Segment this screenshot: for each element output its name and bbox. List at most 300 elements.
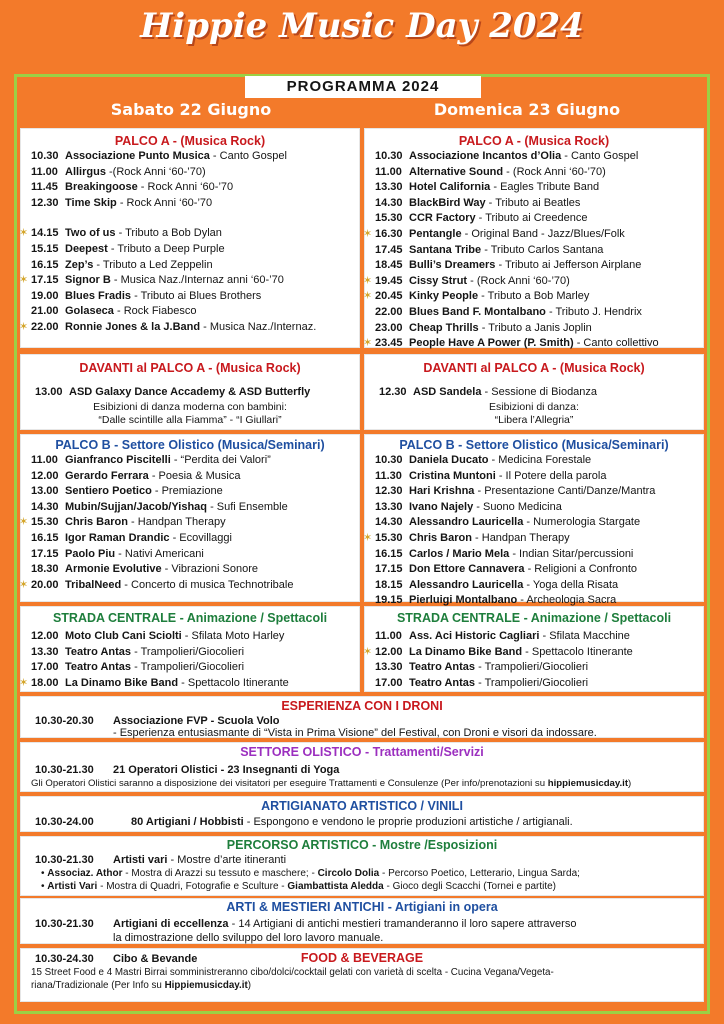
schedule-row [21,211,359,226]
event-time: 22.00 [375,305,403,318]
schedule-row [21,500,359,516]
event-desc: - Trampolieri/Giocolieri [131,645,245,658]
event-name: Chris Baron [65,516,128,529]
strada-saturday [20,606,360,692]
event-name: Chris Baron [409,531,472,544]
event-name: 80 Artigiani / Hobbisti [131,816,244,828]
strada-tag: - Animazione / Spettacoli [520,611,672,625]
davanti-sunday [364,354,704,430]
event-time: 10.30-21.30 [35,764,94,776]
event-time: 18.30 [31,563,59,576]
event-desc: - (Rock Anni ‘60-’70) [467,274,570,287]
event-name: La Dinamo Bike Band [65,676,179,689]
event-desc: - Tributo a Deep Purple [107,242,225,255]
event-time: 12.30 [31,196,59,209]
artigianato-title: ARTIGIANATO ARTISTICO / VINILI [261,799,463,813]
schedule-row [21,531,359,547]
schedule-row [365,484,703,500]
event-desc: -(Rock Anni ‘60-’70) [105,165,206,178]
event-time: 13.30 [375,181,403,194]
event-name: Alternative Sound [409,165,504,178]
palco-a-title: PALCO A [114,134,170,148]
event-name: Pentangle [409,227,462,240]
program-heading: PROGRAMMA 2024 [245,76,481,98]
event-name: Gianfranco Piscitelli [65,454,171,466]
artigianato-section [20,796,704,832]
event-name: Cissy Strut [409,274,468,287]
schedule-row [365,469,703,485]
website-link[interactable]: Hippiemusicday.it [164,980,248,991]
event-desc: - Tributo a Bob Dylan [115,227,222,240]
schedule-row [365,321,703,337]
palco-b-sunday [363,434,704,607]
star-icon: ✶ [19,578,29,591]
olistico-tag: - Trattamenti/Servizi [361,745,484,759]
event-desc: “Libera l’Allegria” [494,413,574,426]
event-name: Hotel California [409,181,491,194]
event-name: Armonie Evolutive [65,563,162,576]
mestieri-title: ARTI & MESTIERI ANTICHI [226,900,385,914]
schedule-row [21,226,359,242]
event-name: Breakingoose [65,181,138,194]
event-desc: - Original Band - Jazz/Blues/Folk [461,227,625,240]
davanti-saturday [20,354,360,430]
event-name: Bulli’s Dreamers [409,259,496,272]
event-time: 19.15 [375,594,403,607]
schedule-row [365,305,703,321]
event-time: 12.00 [375,645,403,658]
event-name: Cristina Muntoni [409,469,496,482]
exhibitor-desc: - Gioco degli Scacchi (Tornei e partite) [383,881,557,892]
event-name: Alessandro Lauricella [409,578,524,591]
event-desc: - Sufi Ensemble [207,500,288,513]
event-name: Hari Krishna [409,485,475,498]
event-time: 10.30-21.30 [35,854,94,866]
schedule-row [365,515,703,531]
event-name: Artigiani di eccellenza [113,918,229,930]
event-desc: - Religioni a Confronto [524,563,638,576]
event-time: 10.30 [375,454,403,466]
schedule-row [21,562,359,578]
event-desc: - Mostre d’arte itineranti [167,854,287,866]
star-icon: ✶ [19,320,29,333]
event-name: Teatro Antas [65,661,132,674]
event-desc: - Tributo J. Hendrix [545,305,642,318]
event-desc: 15 Street Food e 4 Mastri Birrai somministreranno cibo/dolci/cocktail gelati con varietà di scelta - Cucina Vegana/Vegeta- [31,967,554,978]
exhibitor-desc: - Percorso Poetico, Letterario, Lingua Sarda; [379,868,580,879]
event-desc: - Canto Gospel [209,150,287,162]
event-time: 10.30-20.30 [35,715,94,727]
schedule-row [21,578,359,594]
event-name: Igor Raman Drandic [65,531,170,544]
event-time: 17.00 [31,661,59,674]
schedule-row [21,149,359,165]
schedule-row [21,453,359,469]
event-name: Blues Band F. Montalbano [409,305,546,318]
event-time: 13.00 [31,485,59,498]
palco-b-tag: - Settore Olistico (Musica/Seminari) [454,438,669,452]
schedule-list [21,453,359,593]
food-section [20,948,704,1002]
event-time: 17.45 [375,243,403,256]
event-desc: - Numerologia Stargate [523,516,641,529]
event-name: People Have A Power (P. Smith) [409,337,574,350]
event-desc: - Medicina Forestale [488,454,592,466]
schedule-row [365,180,703,196]
event-time: 12.00 [31,469,59,482]
event-name: ASD Sandela [413,386,482,398]
event-name: Daniela Ducato [409,454,489,466]
event-desc: la dimostrazione dello sviluppo del loro lavoro manuale. [113,932,384,944]
event-time: 15.30 [375,531,403,544]
event-desc: - Handpan Therapy [471,531,570,544]
schedule-row [365,676,703,692]
event-time: 11.00 [375,630,402,642]
event-time: 12.30 [375,485,403,498]
sunday-heading: Domenica 23 Giugno [433,100,621,119]
event-name: Cheap Thrills [409,321,479,334]
event-name: CCR Factory [409,212,476,225]
event-desc: - Ecovillaggi [169,531,232,544]
event-time: 19.00 [31,289,59,302]
palco-a-saturday [20,128,360,348]
schedule-row [21,515,359,531]
event-time: 13.30 [31,645,59,658]
event-desc: - Nativi Americani [115,547,204,560]
schedule-row [21,484,359,500]
event-desc: - “Perdita dei Valori” [170,454,271,466]
event-name: Ass. Aci Historic Cagliari [409,630,540,642]
schedule-row [21,547,359,563]
schedule-row [21,196,359,212]
schedule-list [365,629,703,691]
event-name: Blues Fradis [65,289,132,302]
strada-title: STRADA CENTRALE [52,611,177,625]
strada-tag: - Animazione / Spettacoli [176,611,328,625]
event-time: 20.00 [31,578,59,591]
schedule-row [21,165,359,181]
palco-a-sunday [364,128,704,348]
event-desc: - Premiazione [151,485,223,498]
schedule-row [365,645,703,661]
event-name: Kinky People [409,290,479,303]
paren: ) [247,980,251,991]
palco-a-title: PALCO A [458,134,514,148]
schedule-row [21,180,359,196]
star-icon: ✶ [363,274,373,287]
event-name: Carlos / Mario Mela [409,547,510,560]
event-time: 15.15 [31,242,59,255]
event-time: 10.30-21.30 [35,918,94,930]
event-time: 13.30 [375,500,403,513]
event-desc: - Indian Sitar/percussioni [509,547,634,560]
event-desc: - Tributo ai Creedence [475,212,588,225]
mestieri-tag: - Artigiani in opera [384,900,498,914]
schedule-row [365,547,703,563]
strada-sunday [364,606,704,692]
event-desc: - (Rock Anni ‘60-’70) [503,165,606,178]
schedule-row [21,629,359,645]
event-desc: - Eagles Tribute Band [490,181,600,194]
star-icon: ✶ [19,516,29,529]
schedule-row [21,242,359,258]
event-name: BlackBird Way [409,196,486,209]
event-desc: - Spettacolo Itinerante [522,645,633,658]
schedule-row [21,645,359,661]
event-desc: - Concerto di musica Technotribale [121,578,294,591]
schedule-row [365,500,703,516]
page-title: Hippie Music Day 2024 [140,6,584,46]
event-time: 13.30 [375,661,403,674]
schedule-row [21,273,359,289]
star-icon: ✶ [19,676,29,689]
davanti-title: DAVANTI al PALCO A [79,361,205,375]
schedule-row [365,211,703,227]
palco-b-title: PALCO B [55,438,111,452]
event-time: 20.45 [375,290,403,303]
event-desc: - Suono Medicina [473,500,562,513]
event-desc: - Esperienza entusiasmante di “Vista in Prima Visione” del Festival, con Droni e visori da indossare. [113,727,597,739]
palco-b-saturday [20,434,360,602]
event-desc: “Dalle scintille alla Fiamma” - “I Giullari” [98,413,282,426]
event-time: 17.15 [31,547,59,560]
saturday-heading: Sabato 22 Giugno [110,100,272,119]
event-time: 11.00 [31,165,58,178]
event-time: 16.15 [31,531,59,544]
strada-title: STRADA CENTRALE [396,611,521,625]
event-name: Alessandro Lauricella [409,516,524,529]
event-desc: - Tributo Carlos Santana [481,243,604,256]
star-icon: ✶ [19,274,29,287]
palco-a-tag: - (Musica Rock) [513,134,610,148]
event-time: 10.30 [31,150,59,162]
star-icon: ✶ [363,645,373,658]
event-time: 12.00 [31,630,59,642]
mestieri-section [20,898,704,944]
event-desc: riana/Tradizionale (Per Info su [31,980,165,991]
event-desc: - Poesia & Musica [148,469,241,482]
event-name: TribalNeed [65,578,122,591]
davanti-title: DAVANTI al PALCO A [423,361,549,375]
event-name: Ivano Najely [409,500,474,513]
schedule-row [365,149,703,165]
event-time: 11.30 [375,469,402,482]
event-name: Two of us [65,227,116,240]
event-desc: - Tributo a Led Zeppelin [93,258,213,271]
event-desc: - Musica Naz./Internaz anni ‘60-’70 [110,274,284,287]
schedule-row [365,562,703,578]
event-desc: - Sfilata Moto Harley [181,630,285,642]
event-time: 16.15 [31,258,59,271]
star-icon: ✶ [19,227,29,240]
event-time: 10.30-24.00 [35,816,94,828]
event-desc: - Tributo ai Blues Brothers [131,289,262,302]
website-link[interactable]: hippiemusicday.it [547,778,629,789]
event-desc: - Rock Fiabesco [113,305,197,318]
event-time: 14.15 [31,227,59,240]
schedule-row [365,660,703,676]
schedule-row [365,258,703,274]
event-desc: - Tributo ai Jefferson Airplane [495,259,642,272]
event-time: 18.00 [31,676,59,689]
event-desc: - Archeologia Sacra [517,594,617,607]
event-desc: - Sfilata Macchine [539,630,630,642]
event-name: Associazione FVP - Scuola Volo [113,715,280,727]
event-name: Deepest [65,242,108,255]
event-desc: - 14 Artigiani di antichi mestieri tramanderanno il loro sapere attraverso [228,918,577,930]
schedule-list [21,149,359,336]
event-time: 18.45 [375,259,403,272]
event-name: Zep’s [65,258,94,271]
event-desc: Esibizioni di danza moderna con bambini: [93,400,287,413]
exhibitor-name: Artisti Vari [47,881,98,892]
star-icon: ✶ [363,337,373,350]
event-name: Signor B [65,274,111,287]
schedule-row [365,531,703,547]
event-desc: - Il Potere della parola [495,469,607,482]
event-desc: - Presentazione Canti/Danze/Mantra [474,485,656,498]
event-name: Artisti vari [113,854,168,866]
schedule-row [365,227,703,243]
schedule-row [365,453,703,469]
event-name: Golaseca [65,305,114,318]
event-time: 14.30 [31,500,59,513]
event-time: 10.30 [375,150,403,162]
event-desc: - Tributo a Bob Marley [478,290,590,303]
event-desc: - Trampolieri/Giocolieri [475,676,589,689]
event-name: Time Skip [65,196,117,209]
paren: ) [628,778,632,789]
event-desc: - Spettacolo Itinerante [178,676,289,689]
exhibitor-desc: - Mostra di Arazzi su tessuto e maschere; - [122,868,318,879]
schedule-row [21,304,359,320]
event-name: Moto Club Cani Sciolti [65,630,182,642]
event-desc: - Tributo ai Beatles [485,196,581,209]
schedule-list [21,629,359,691]
event-name: 21 Operatori Olistici - 23 Insegnanti di Yoga [113,764,340,776]
event-time: 10.30-24.30 [35,953,94,965]
droni-section [20,696,704,738]
star-icon: ✶ [363,531,373,544]
event-name: Teatro Antas [409,661,476,674]
event-desc: - Tributo a Janis Joplin [478,321,592,334]
percorso-section: PERCORSO ARTISTICO - Mostre /Esposizioni 10.30-21.30 Artisti vari - Mostre d’arte itineranti • Associaz. Athor - Mostra di Arazzi su tessuto e maschere; - Circolo Dolia - Percorso Poetico, Letterario, Lingua Sarda; • Artisti Vari - Mostra di Quadri, Fotografie e Sculture - Giambattista Aledda - Gioco degli Scacchi (Tornei e partite) [20,836,704,896]
schedule-list [365,453,703,609]
event-time: 15.30 [31,516,59,529]
schedule-row [365,243,703,259]
event-time: 17.00 [375,676,403,689]
event-time: 11.00 [375,165,402,178]
event-time: 11.45 [31,181,58,194]
event-name: Pierluigi Montalbano [409,594,518,607]
event-name: Cibo & Bevande [113,953,198,965]
event-name: Santana Tribe [409,243,482,256]
food-title: FOOD & BEVERAGE [300,951,424,965]
event-desc: - Yoga della Risata [523,578,619,591]
event-desc: - Musica Naz./Internaz. [200,320,317,333]
event-name: Allirgus [65,165,106,178]
exhibitor-name: Giambattista Aledda [287,881,384,892]
event-time: 17.15 [31,274,59,287]
schedule-row [21,320,359,336]
event-desc: - Espongono e vendono le proprie produzioni artistiche / artigianali. [243,816,573,828]
event-name: La Dinamo Bike Band [409,645,523,658]
schedule-list [365,149,703,352]
schedule-row [21,676,359,692]
palco-a-tag: - (Musica Rock) [169,134,266,148]
olistico-section [20,742,704,792]
davanti-tag: - (Musica Rock) [204,361,301,375]
event-time: 12.30 [379,386,407,398]
schedule-row [365,274,703,290]
star-icon: ✶ [363,290,373,303]
schedule-row [365,165,703,181]
event-time: 14.30 [375,516,403,529]
event-name: Ronnie Jones & la J.Band [65,320,201,333]
event-time: 16.15 [375,547,403,560]
event-desc: - Trampolieri/Giocolieri [475,661,589,674]
event-time: 17.15 [375,563,403,576]
palco-b-title: PALCO B [399,438,455,452]
event-time: 11.00 [31,454,58,466]
event-time: 18.15 [375,578,403,591]
event-name: Associazione Punto Musica [65,150,210,162]
event-desc: - Rock Anni ‘60-’70 [137,181,234,194]
event-desc: - Vibrazioni Sonore [161,563,258,576]
davanti-tag: - (Musica Rock) [548,361,645,375]
exhibitor-name: Associaz. Athor [47,868,123,879]
percorso-tag: - Mostre /Esposizioni [368,838,498,852]
palco-b-tag: - Settore Olistico (Musica/Seminari) [110,438,325,452]
event-time: 19.45 [375,274,403,287]
event-name: Paolo Piu [65,547,116,560]
star-icon: ✶ [363,227,373,240]
schedule-row [365,578,703,594]
event-name: Sentiero Poetico [65,485,152,498]
event-time: 22.00 [31,320,59,333]
event-desc: - Handpan Therapy [127,516,226,529]
event-desc: - Rock Anni ‘60-’70 [116,196,213,209]
exhibitor-name: Circolo Dolia [317,868,380,879]
event-time: 23.00 [375,321,403,334]
event-time: 13.00 [35,386,63,398]
schedule-row [365,289,703,305]
event-name: Mubin/Sujjan/Jacob/Yishaq [65,500,208,513]
schedule-row [365,629,703,645]
olistico-title: SETTORE OLISTICO [240,745,362,759]
percorso-title: PERCORSO ARTISTICO [226,838,369,852]
event-desc: - Trampolieri/Giocolieri [131,661,245,674]
event-name: ASD Galaxy Dance Accademy & ASD Butterfly [69,386,311,398]
event-time: 15.30 [375,212,403,225]
event-desc: - Sessione di Biodanza [481,386,598,398]
event-desc: - Canto collettivo [573,337,659,350]
event-name: Teatro Antas [65,645,132,658]
event-desc: Gli Operatori Olistici saranno a disposizione dei visitatori per eseguire Trattamenti e Consulenze (Per info/prenotazioni su [31,778,548,789]
schedule-row [21,660,359,676]
event-name: Gerardo Ferrara [65,469,149,482]
event-desc: Esibizioni di danza: [489,400,579,413]
event-time: 21.00 [31,305,59,318]
event-time: 14.30 [375,196,403,209]
event-desc: - Canto Gospel [561,150,639,162]
schedule-row [21,289,359,305]
droni-title: ESPERIENZA CON I DRONI [281,699,443,713]
schedule-row [21,258,359,274]
event-time: 23.45 [375,337,403,350]
schedule-row [365,336,703,352]
event-time: 16.30 [375,227,403,240]
